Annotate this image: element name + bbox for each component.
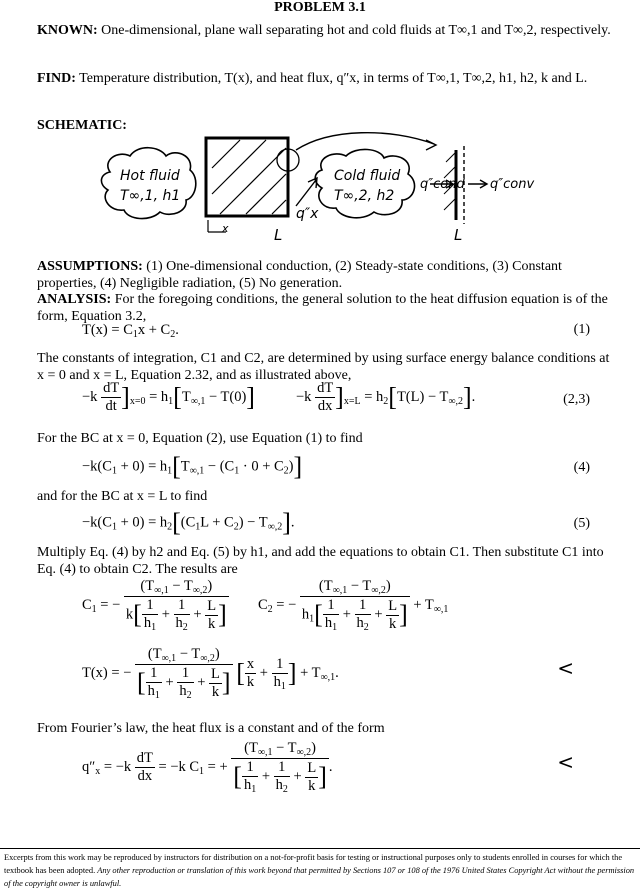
assumptions-section [37, 258, 612, 292]
analysis-para-6: From Fourier’s law, the heat flux is a constant and of the form [37, 721, 385, 736]
q-conv-label: q″conv [490, 177, 535, 192]
hot-fluid-params: T∞,1, h1 [120, 188, 181, 204]
analysis-label: ANALYSIS: [37, 292, 112, 307]
c1-result: $C_1$ = − $(T_{\infty,1} - T_{\infty,2})$ k[ $\frac{1}{h_1}$ + $\frac{1}{h_2}$ + $\frac{L}{k}$ ] [82, 578, 227, 633]
equation-4: $-k(C_1 + 0) = h_1[T_{\infty,1} - (C_1 \cdot 0 + C_2)]$ [82, 452, 303, 481]
find-label: FIND: [37, 71, 76, 86]
equation-23-number: (2,3) [563, 392, 590, 407]
equation-3: −k $\frac{dT}{dx}$ ]$_{x=L} = h_2[T(L) - T_{\infty,2}]$. [296, 380, 476, 414]
equation-2: −k $\frac{dT}{dt}$ ]$_{x=0} = h_1[T_{\infty,1} - T(0)]$ [82, 380, 255, 414]
hot-fluid-label: Hot fluid [120, 168, 180, 184]
equation-1: $T(x) = C_1x + C_2$. [82, 322, 179, 340]
copyright-footer [0, 848, 640, 890]
equation-1-number: (1) [573, 322, 590, 337]
heat-flux-result: $q''_x = -k$ $\frac{dT}{dx}$ = −k $C_1$ = + $(T_{\infty,1} - T_{\infty,2})$ [ $\frac{1}{h_1}$ + $\frac{1}{h_2}$ + $\frac{L}{k}$ ] . [82, 740, 333, 795]
zoom-arrow-icon [426, 140, 436, 150]
equation-5-number: (5) [573, 516, 590, 531]
cold-fluid-params: T∞,2, h2 [334, 188, 395, 204]
schematic-label: SCHEMATIC: [37, 118, 127, 133]
footer-italic: Any other reproduction or translation of this work beyond that permitted by Sections 107 or 108 of the 1976 United States Copyright Act without the permission of the copyright owner is unlawful. [4, 866, 635, 888]
analysis-para-5: Multiply Eq. (4) by h2 and Eq. (5) by h1, and add the equations to obtain C1. Then substitute C1 into Eq. (4) to obtain C2. The results are [37, 545, 604, 577]
footer-text: Excerpts from this work may be reproduced by instructors for distribution on a not-for-profit basis for testing or instructional purposes only to students enrolled in courses for which the textbook has been adopted. [4, 853, 623, 875]
analysis-para-2: The constants of integration, C1 and C2, are determined by using surface energy balance conditions at x = 0 and x = L, Equation 2.32, and as illustrated above, [37, 351, 610, 383]
analysis-para-3: For the BC at x = 0, Equation (2), use Equation (1) to find [37, 431, 363, 446]
l-label: L [274, 226, 283, 244]
x-axis-label: x [222, 222, 229, 235]
assumptions-text: (1) One-dimensional conduction, (2) Steady-state conditions, (3) Constant properties, (4) Negligible radiation, (5) No generation. [37, 259, 562, 291]
known-section [37, 22, 612, 39]
flux-label: q″x [296, 206, 319, 222]
q-cond-label: q″cond [420, 177, 465, 192]
known-text: One-dimensional, plane wall separating hot and cold fluids at T∞,1 and T∞,2, respectively. [101, 23, 611, 38]
equation-4-number: (4) [573, 460, 590, 475]
assumptions-label: ASSUMPTIONS: [37, 259, 143, 274]
find-section [37, 70, 612, 87]
plane-wall [206, 138, 288, 216]
find-text: Temperature distribution, T(x), and heat flux, q″x, in terms of T∞,1, T∞,2, h1, h2, k and L. [79, 71, 588, 86]
temperature-distribution-result: T(x) = − $(T_{\infty,1} - T_{\infty,2})$ [ $\frac{1}{h_1}$ + $\frac{1}{h_2}$ + $\frac{L}{k}$ ] [ $\frac{x}{k}$ + $\frac{1}{h_1}$ ] + $T_{\infty,1}$. [82, 646, 339, 701]
analysis-text: For the foregoing conditions, the general solution to the heat diffusion equation is of the form, Equation 3.2, [37, 292, 608, 324]
cold-fluid-label: Cold fluid [334, 168, 401, 184]
schematic-sketch [90, 128, 570, 248]
wall-hatch [212, 140, 286, 214]
analysis-section [37, 291, 612, 325]
result-marker-1: < [557, 656, 574, 680]
analysis-para-4: and for the BC at x = L to find [37, 489, 208, 504]
equation-5: $-k(C_1 + 0) = h_2[(C_1L + C_2) - T_{\infty,2}]$. [82, 508, 295, 537]
result-marker-2: < [557, 750, 574, 774]
known-label: KNOWN: [37, 23, 98, 38]
l-label-right: L [454, 226, 463, 244]
c2-result: $C_2$ = − $(T_{\infty,1} - T_{\infty,2})$ $h_1$[ $\frac{1}{h_1}$ + $\frac{1}{h_2}$ + $\frac{L}{k}$ ] + $T_{\infty,1}$ [258, 578, 449, 633]
page-title: PROBLEM 3.1 [274, 0, 366, 15]
